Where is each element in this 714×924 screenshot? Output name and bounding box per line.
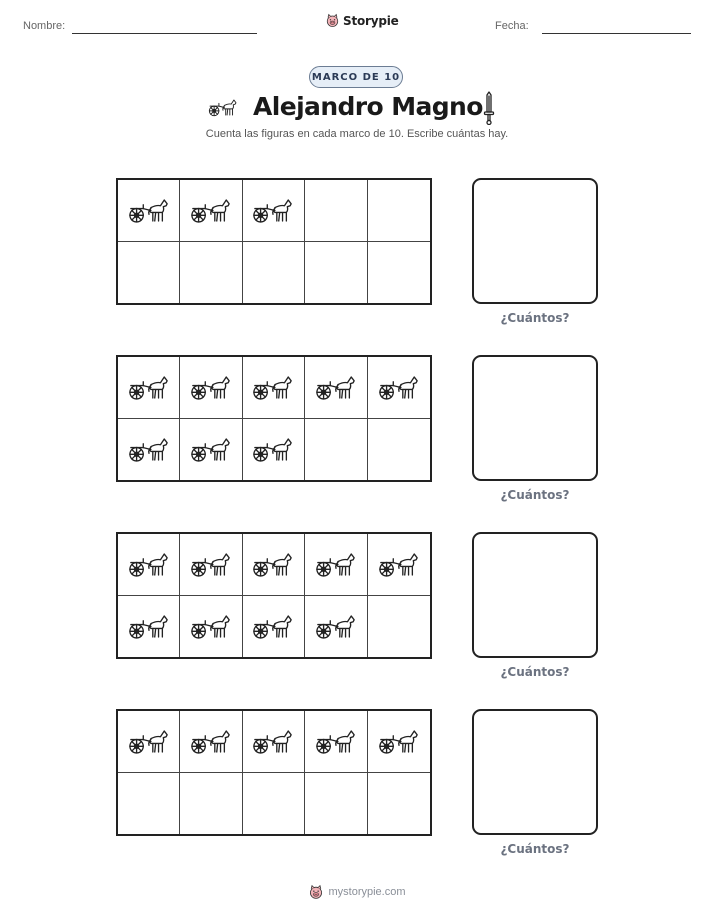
ten-frame-cell (118, 534, 180, 596)
ten-frame-cell (118, 773, 180, 835)
ten-frame-cell (180, 242, 242, 304)
horse-chariot-icon (190, 612, 232, 641)
ten-frame-cell (305, 711, 367, 773)
horse-chariot-icon (208, 97, 238, 118)
ten-frame (116, 355, 432, 482)
ten-frame-cell (305, 419, 367, 481)
ten-frame-cell (305, 242, 367, 304)
answer-box[interactable] (472, 532, 598, 658)
footer (0, 884, 714, 900)
ten-frame-cell (243, 357, 305, 419)
horse-chariot-icon (190, 435, 232, 464)
ten-frame-cell (180, 711, 242, 773)
ten-frame-cell (180, 596, 242, 658)
horse-chariot-icon (378, 373, 420, 402)
horse-chariot-icon (252, 373, 294, 402)
date-field[interactable] (542, 33, 691, 34)
ten-frame-cell (118, 596, 180, 658)
horse-chariot-icon (315, 550, 357, 579)
title-row (0, 90, 714, 128)
ten-frame-cell (368, 773, 430, 835)
ten-frame-cell (243, 711, 305, 773)
ten-frame (116, 709, 432, 836)
ten-frame-cell (180, 419, 242, 481)
horse-chariot-icon (190, 727, 232, 756)
answer-box[interactable] (472, 709, 598, 835)
horse-chariot-icon (128, 373, 170, 402)
ten-frame-cell (118, 711, 180, 773)
count-prompt: ¿Cuántos? (500, 488, 570, 502)
horse-chariot-icon (128, 196, 170, 225)
ten-frame-cell (368, 180, 430, 242)
worksheet-type-badge: MARCO DE 10 (309, 66, 403, 88)
horse-chariot-icon (190, 373, 232, 402)
sword-icon (483, 91, 495, 125)
answer-box[interactable] (472, 355, 598, 481)
count-prompt: ¿Cuántos? (500, 842, 570, 856)
ten-frame-cell (243, 596, 305, 658)
ten-frame-cell (180, 534, 242, 596)
ten-frame-cell (118, 357, 180, 419)
page-title: Alejandro Magno (253, 92, 483, 121)
horse-chariot-icon (252, 550, 294, 579)
horse-chariot-icon (128, 727, 170, 756)
ten-frame-cell (180, 180, 242, 242)
horse-chariot-icon (190, 550, 232, 579)
ten-frame-cell (305, 534, 367, 596)
brand-logo (325, 13, 399, 28)
ten-frame-cell (118, 242, 180, 304)
horse-chariot-icon (252, 196, 294, 225)
horse-chariot-icon (378, 727, 420, 756)
ten-frame-cell (243, 180, 305, 242)
ten-frame-cell (180, 357, 242, 419)
horse-chariot-icon (128, 612, 170, 641)
pig-mascot-icon (308, 884, 324, 900)
ten-frame (116, 178, 432, 305)
footer-url: mystorypie.com (328, 886, 406, 898)
ten-frame-cell (368, 357, 430, 419)
ten-frame (116, 532, 432, 659)
horse-chariot-icon (252, 612, 294, 641)
ten-frame-cell (305, 596, 367, 658)
pig-mascot-icon (325, 13, 340, 28)
ten-frame-cell (180, 773, 242, 835)
ten-frame-cell (368, 419, 430, 481)
horse-chariot-icon (252, 435, 294, 464)
horse-chariot-icon (128, 435, 170, 464)
ten-frame-cell (118, 419, 180, 481)
ten-frame-cell (243, 773, 305, 835)
ten-frame-cell (368, 596, 430, 658)
horse-chariot-icon (315, 373, 357, 402)
ten-frame-cell (368, 534, 430, 596)
ten-frame-cell (305, 357, 367, 419)
horse-chariot-icon (315, 612, 357, 641)
ten-frame-cell (368, 242, 430, 304)
horse-chariot-icon (128, 550, 170, 579)
answer-box[interactable] (472, 178, 598, 304)
worksheet-header (0, 0, 714, 50)
ten-frame-cell (368, 711, 430, 773)
horse-chariot-icon (378, 550, 420, 579)
ten-frame-cell (305, 773, 367, 835)
name-label: Nombre: (23, 20, 66, 32)
brand-name: Storypie (343, 13, 399, 28)
horse-chariot-icon (190, 196, 232, 225)
ten-frame-cell (243, 242, 305, 304)
name-field[interactable] (72, 33, 257, 34)
ten-frame-cell (243, 534, 305, 596)
horse-chariot-icon (315, 727, 357, 756)
instructions: Cuenta las figuras en cada marco de 10. Escribe cuántas hay. (205, 128, 509, 140)
ten-frame-cell (118, 180, 180, 242)
count-prompt: ¿Cuántos? (500, 665, 570, 679)
count-prompt: ¿Cuántos? (500, 311, 570, 325)
date-label: Fecha: (495, 20, 529, 32)
horse-chariot-icon (252, 727, 294, 756)
ten-frame-cell (243, 419, 305, 481)
ten-frame-cell (305, 180, 367, 242)
